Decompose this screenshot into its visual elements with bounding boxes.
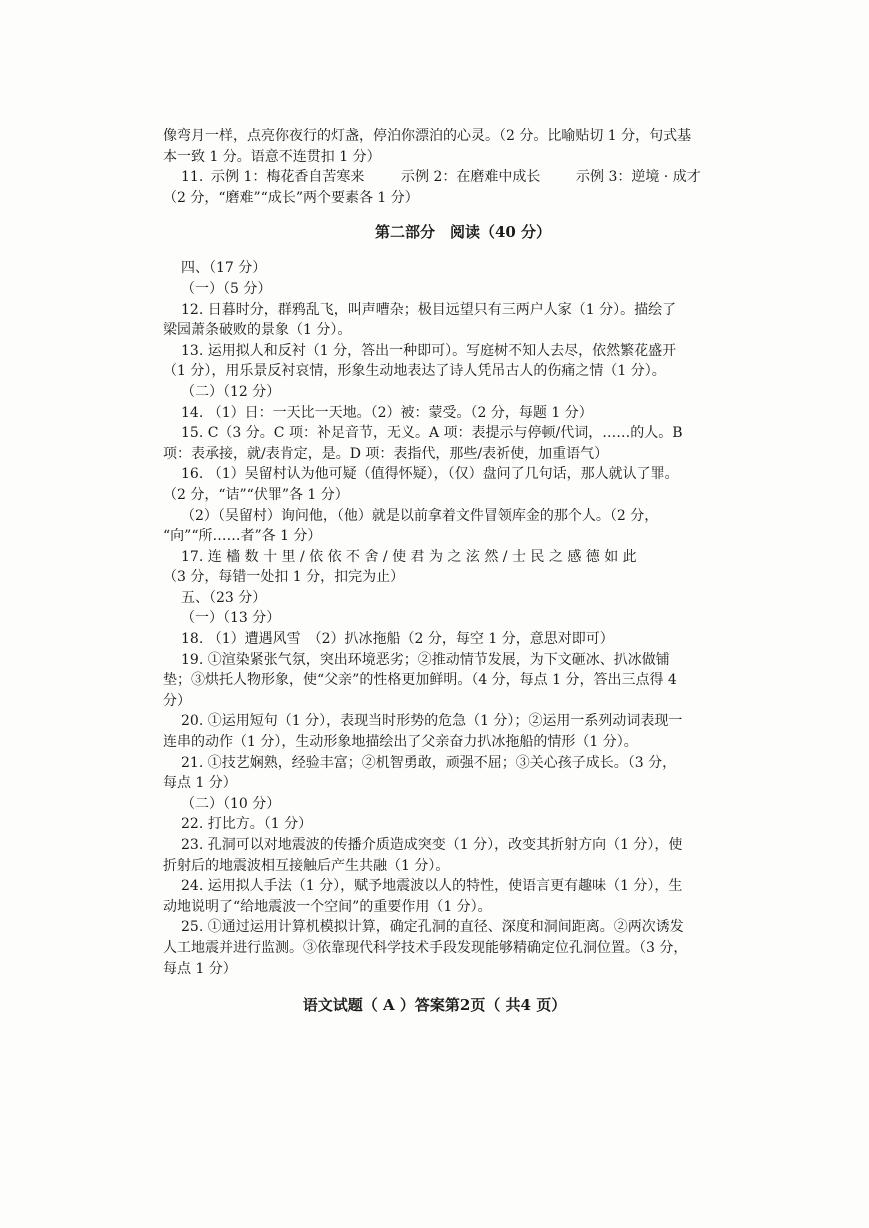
answer-25-line: 25. ①通过运用计算机模拟计算，确定孔洞的直径、深度和洞间距离。②两次诱发: [181, 919, 684, 936]
answer-19-line: 19. ①渲染紧张气氛，突出环境恶劣；②推动情节发展，为下文砸冰、扒冰做铺: [181, 651, 670, 668]
answer-24-line: 24. 运用拟人手法（1 分），赋予地震波以人的特性，使语言更有趣味（1 分），生: [181, 878, 683, 895]
subsection-heading: （二）（10 分）: [181, 795, 281, 812]
answer-21-line: 21. ①技艺娴熟，经验丰富；②机智勇敢，顽强不屈；③关心孩子成长。（3 分，: [181, 754, 677, 771]
answer-23-line: 23. 孔洞可以对地震波的传播介质造成突变（1 分），改变其折射方向（1 分），使: [181, 837, 683, 853]
answer-13-line: 13. 运用拟人和反衬（1 分，答出一种即可）。写庭树不知人去尽，依然繁花盛开: [181, 342, 677, 359]
answer-25-line: 人工地震并进行监测。③依靠现代科学技术手段发现能够精确定位孔洞位置。（3 分，: [163, 939, 688, 956]
answer-16-line: 16. （1）吴留村认为他可疑（值得怀疑），（仅）盘问了几句话，那人就认了罪。: [181, 466, 679, 483]
answer-17-line: （3 分，每错一处扣 1 分，扣完为止）: [163, 569, 405, 586]
text-line: 本一致 1 分。语意不连贯扣 1 分）: [163, 148, 381, 165]
answer-20-line: 连串的动作（1 分），生动形象地描绘出了父亲奋力扒冰拖船的情形（1 分）。: [163, 734, 638, 751]
q11-example-2: 示例 2：在磨难中成长: [401, 169, 541, 186]
q11-example-3: 示例 3：逆境 · 成才: [576, 169, 701, 186]
section-title: 第二部分 阅读（40 分）: [374, 223, 552, 242]
answer-19-line: 垫；③烘托人物形象，使“父亲”的性格更加鲜明。（4 分，每点 1 分，答出三点得 4: [163, 672, 677, 689]
answer-22-line: 22. 打比方。（1 分）: [181, 816, 313, 833]
text-line: 像弯月一样，点亮你夜行的灯盏，停泊你漂泊的心灵。（2 分。比喻贴切 1 分，句式基: [163, 128, 692, 144]
answer-16-line: （2）（吴留村）询问他，（他）就是以前拿着文件冒领库金的那个人。（2 分，: [181, 507, 659, 524]
answer-21-line: 每点 1 分）: [163, 775, 237, 792]
q11-examples-row: [163, 167, 763, 188]
q11-example-1: 示例 1：梅花香自苦寒来: [211, 169, 365, 186]
answer-19-line: 分）: [163, 692, 191, 709]
answer-15-line: 项：表承接，就/表肯定，是。D 项：表指代，那些/表祈使，加重语气）: [163, 445, 609, 462]
answer-17-line: 17. 连 檣 数 十 里 / 依 依 不 舍 / 使 君 为 之 泫 然 / 士 民 之 感 德 如 此: [181, 548, 637, 565]
q11-note: （2 分，“磨难”“成长”两个要素各 1 分）: [163, 189, 419, 206]
subsection-heading: （一）（5 分）: [181, 280, 272, 297]
subsection-heading: （一）（13 分）: [181, 610, 281, 627]
answer-14-line: 14. （1）日：一天比一天地。（2）被：蒙受。（2 分，每题 1 分）: [181, 404, 593, 421]
section-five-heading: 五、（23 分）: [181, 589, 267, 606]
answer-16-line: （2 分，“诘”“伏罪”各 1 分）: [163, 486, 349, 503]
answer-25-line: 每点 1 分）: [163, 960, 237, 977]
q11-label: 11.: [181, 169, 204, 186]
subsection-heading: （二）（12 分）: [181, 383, 281, 400]
answer-24-line: 动地说明了“给地震波一个空间”的重要作用（1 分）。: [163, 898, 492, 915]
answer-20-line: 20. ①运用短句（1 分），表现当时形势的危急（1 分）；②运用一系列动词表现一: [181, 713, 683, 730]
answer-16-line: “向”“所……者”各 1 分）: [163, 528, 322, 545]
answer-23-line: 折射后的地震波相互接触后产生共融（1 分）。: [163, 857, 450, 874]
answer-12-line: 12. 日暮时分，群鸦乱飞，叫声嘈杂；极目远望只有三两户人家（1 分）。描绘了: [181, 301, 677, 318]
section-four-heading: 四、（17 分）: [181, 260, 267, 277]
answer-18-line: 18. （1）遭遇风雪 （2）扒冰拖船（2 分，每空 1 分，意思对即可）: [181, 631, 614, 648]
answer-15-line: 15. C（3 分。C 项：补足音节，无义。A 项：表提示与停顿/代词，……的人。B: [181, 425, 683, 442]
answer-content: [163, 126, 763, 979]
answer-12-line: 梁园萧条破败的景象（1 分）。: [163, 322, 352, 339]
page-footer: 语文试题（ A ）答案第2页（ 共4 页）: [302, 996, 567, 1014]
answer-13-line: （1 分），用乐景反衬哀情，形象生动地表达了诗人凭吊古人的伤痛之情（1 分）。: [163, 363, 666, 380]
